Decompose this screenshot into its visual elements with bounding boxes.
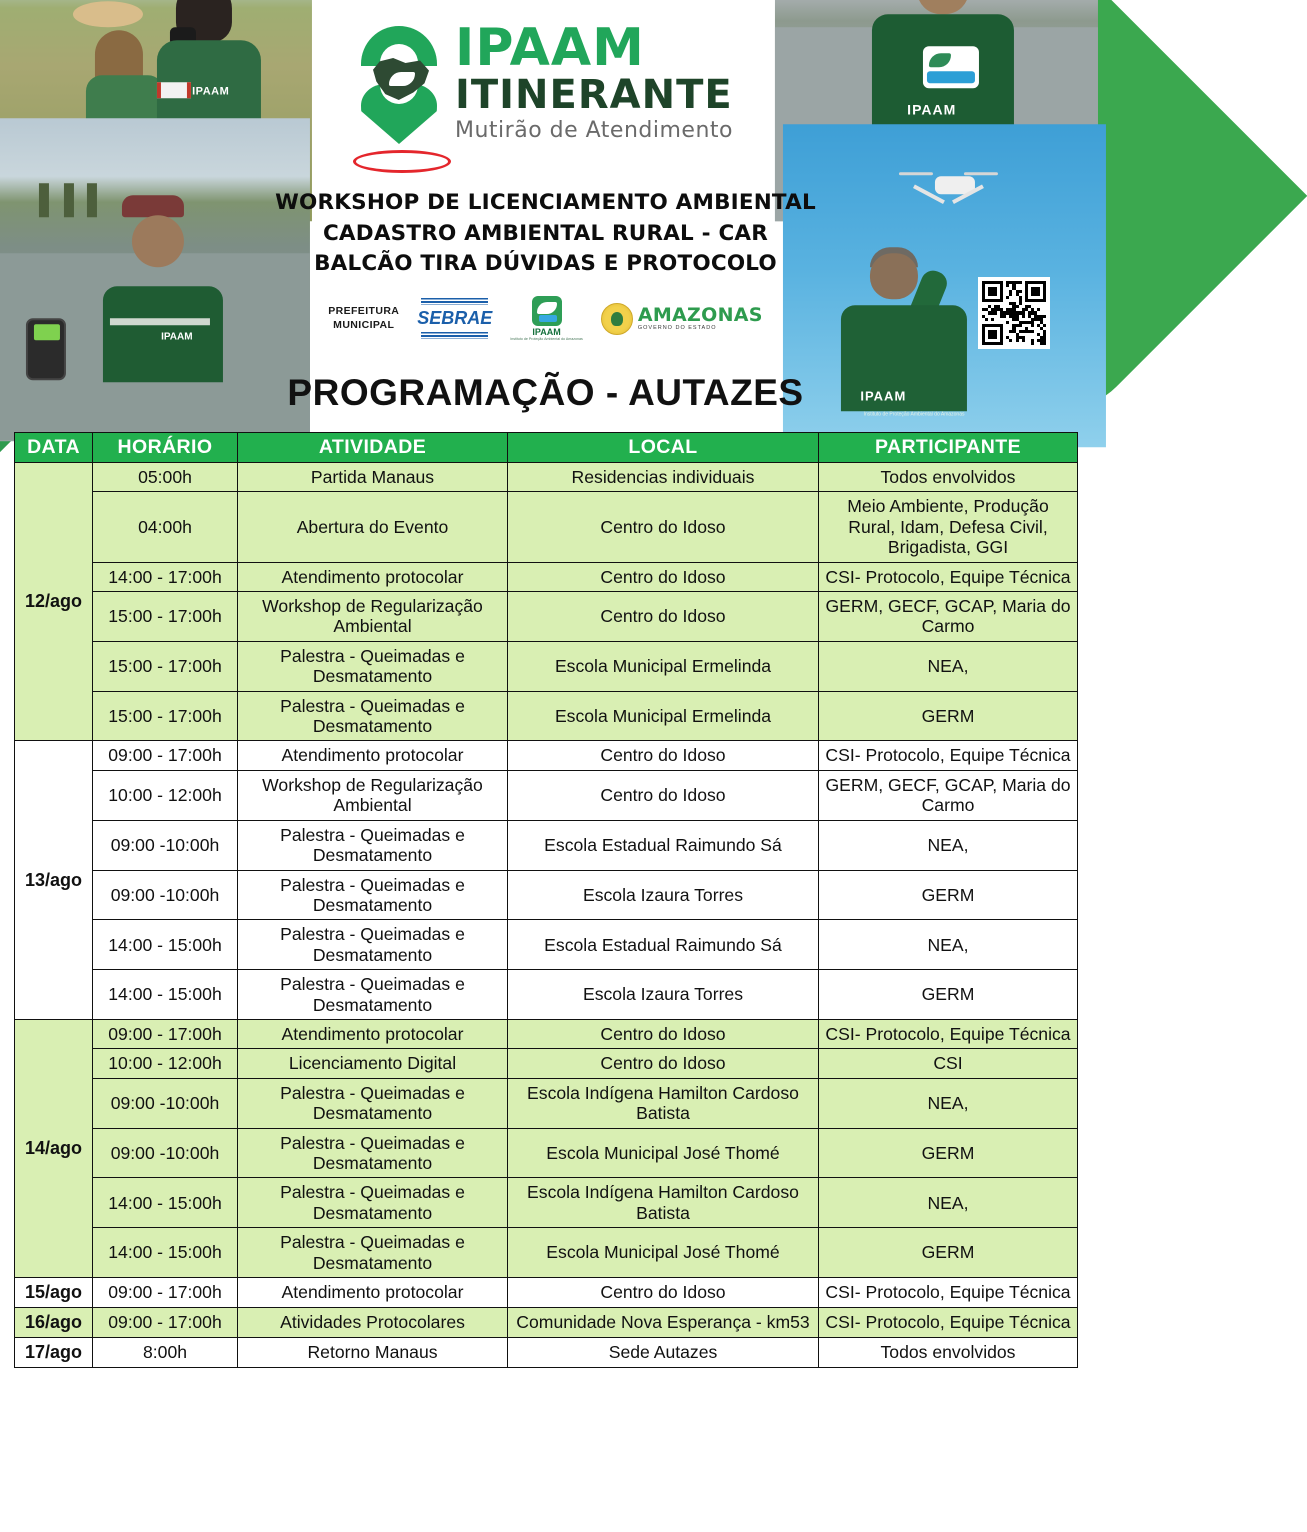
row-date-cell: 12/ago (15, 463, 93, 741)
row-place-cell: Centro do Idoso (508, 592, 819, 642)
ipaam-leaf-icon (532, 296, 562, 326)
amazonas-government-logo (601, 303, 763, 335)
table-row (15, 1307, 1078, 1337)
table-row (15, 1178, 1078, 1228)
row-activity-cell: Atendimento protocolar (238, 741, 508, 770)
row-time-cell: 14:00 - 17:00h (93, 562, 238, 591)
row-participant-cell: CSI- Protocolo, Equipe Técnica (819, 1019, 1078, 1048)
table-header-row (15, 433, 1078, 463)
photo1-shirt-label: IPAAM (191, 85, 229, 98)
row-activity-cell: Workshop de Regularização Ambiental (238, 770, 508, 820)
amazonas-crest-icon (601, 303, 633, 335)
row-participant-cell: GERM (819, 870, 1078, 920)
row-time-cell: 15:00 - 17:00h (93, 592, 238, 642)
row-place-cell: Escola Izaura Torres (508, 970, 819, 1020)
row-time-cell: 04:00h (93, 492, 238, 562)
row-place-cell: Comunidade Nova Esperança - km53 (508, 1307, 819, 1337)
table-row (15, 770, 1078, 820)
row-activity-cell: Licenciamento Digital (238, 1049, 508, 1078)
row-activity-cell: Palestra - Queimadas e Desmatamento (238, 1178, 508, 1228)
row-time-cell: 09:00 -10:00h (93, 820, 238, 870)
row-participant-cell: GERM (819, 1228, 1078, 1278)
ipaam-partner-logo (510, 296, 583, 341)
row-activity-cell: Palestra - Queimadas e Desmatamento (238, 691, 508, 741)
schedule-table-wrapper (14, 432, 1077, 1368)
row-date-cell: 13/ago (15, 741, 93, 1019)
table-row (15, 641, 1078, 691)
amazonas-name: AMAZONAS (637, 303, 763, 326)
prefeitura-line-1: PREFEITURA (328, 305, 400, 318)
row-time-cell: 14:00 - 15:00h (93, 1178, 238, 1228)
table-row (15, 1278, 1078, 1308)
table-row (15, 592, 1078, 642)
row-time-cell: 8:00h (93, 1337, 238, 1367)
column-header-atividade: ATIVIDADE (238, 433, 508, 463)
headline-line-2: CADASTRO AMBIENTAL RURAL - CAR (322, 220, 769, 246)
row-participant-cell: GERM (819, 1128, 1078, 1178)
table-row (15, 1337, 1078, 1367)
logo-tagline: Mutirão de Atendimento (455, 117, 733, 143)
table-row (15, 1078, 1078, 1128)
partner-logos (0, 296, 1091, 341)
row-time-cell: 14:00 - 15:00h (93, 920, 238, 970)
row-activity-cell: Palestra - Queimadas e Desmatamento (238, 641, 508, 691)
row-participant-cell: CSI- Protocolo, Equipe Técnica (819, 562, 1078, 591)
photo4-shirt-label: IPAAM (859, 388, 906, 404)
row-place-cell: Escola Municipal José Thomé (508, 1128, 819, 1178)
row-date-cell: 15/ago (15, 1278, 93, 1308)
row-place-cell: Centro do Idoso (508, 770, 819, 820)
row-place-cell: Centro do Idoso (508, 562, 819, 591)
table-body (15, 463, 1078, 1368)
row-place-cell: Centro do Idoso (508, 741, 819, 770)
row-place-cell: Escola Municipal Ermelinda (508, 641, 819, 691)
row-place-cell: Residencias individuais (508, 463, 819, 492)
column-header-horario: HORÁRIO (93, 433, 238, 463)
table-row (15, 1019, 1078, 1048)
headline-line-1: WORKSHOP DE LICENCIAMENTO AMBIENTAL (275, 190, 816, 215)
table-row (15, 1128, 1078, 1178)
table-row (15, 562, 1078, 591)
row-time-cell: 14:00 - 15:00h (93, 970, 238, 1020)
photo2-shirt-label: IPAAM (160, 331, 192, 343)
row-participant-cell: GERM (819, 970, 1078, 1020)
row-participant-cell: NEA, (819, 920, 1078, 970)
schedule-table (14, 432, 1078, 1368)
row-participant-cell: CSI- Protocolo, Equipe Técnica (819, 1307, 1078, 1337)
row-place-cell: Escola Municipal Ermelinda (508, 691, 819, 741)
row-participant-cell: NEA, (819, 641, 1078, 691)
table-row (15, 1049, 1078, 1078)
row-participant-cell: Todos envolvidos (819, 1337, 1078, 1367)
column-header-participante: PARTICIPANTE (819, 433, 1078, 463)
row-date-cell: 17/ago (15, 1337, 93, 1367)
row-participant-cell: Meio Ambiente, Produção Rural, Idam, Defesa Civil, Brigadista, GGI (819, 492, 1078, 562)
row-activity-cell: Atendimento protocolar (238, 1278, 508, 1308)
row-place-cell: Centro do Idoso (508, 1019, 819, 1048)
row-activity-cell: Atendimento protocolar (238, 1019, 508, 1048)
row-time-cell: 10:00 - 12:00h (93, 1049, 238, 1078)
row-participant-cell: NEA, (819, 820, 1078, 870)
row-time-cell: 09:00 - 17:00h (93, 741, 238, 770)
row-participant-cell: GERM (819, 691, 1078, 741)
table-row (15, 870, 1078, 920)
row-participant-cell: NEA, (819, 1178, 1078, 1228)
ipaam-partner-sub: Instituto de Proteção Ambiental do Amazonas (510, 337, 583, 341)
ipaam-partner-name: IPAAM (532, 327, 561, 337)
event-headline (0, 188, 1091, 280)
ipaam-emblem (923, 47, 979, 89)
table-row (15, 820, 1078, 870)
row-activity-cell: Retorno Manaus (238, 1337, 508, 1367)
table-row (15, 492, 1078, 562)
column-header-data: DATA (15, 433, 93, 463)
row-activity-cell: Palestra - Queimadas e Desmatamento (238, 820, 508, 870)
row-participant-cell: GERM, GECF, GCAP, Maria do Carmo (819, 592, 1078, 642)
photo4-shirt-sublabel: Instituto de Proteção Ambiental do Amazonas (862, 411, 964, 418)
row-participant-cell: GERM, GECF, GCAP, Maria do Carmo (819, 770, 1078, 820)
column-header-local: LOCAL (508, 433, 819, 463)
row-activity-cell: Atendimento protocolar (238, 562, 508, 591)
row-time-cell: 09:00 -10:00h (93, 870, 238, 920)
row-participant-cell: CSI (819, 1049, 1078, 1078)
row-time-cell: 05:00h (93, 463, 238, 492)
row-activity-cell: Palestra - Queimadas e Desmatamento (238, 920, 508, 970)
row-activity-cell: Abertura do Evento (238, 492, 508, 562)
row-activity-cell: Palestra - Queimadas e Desmatamento (238, 970, 508, 1020)
row-place-cell: Escola Estadual Raimundo Sá (508, 920, 819, 970)
row-activity-cell: Partida Manaus (238, 463, 508, 492)
logo-line-ipaam: IPAAM (455, 18, 645, 78)
straw-hat (72, 1, 142, 27)
row-activity-cell: Palestra - Queimadas e Desmatamento (238, 1078, 508, 1128)
row-date-cell: 16/ago (15, 1307, 93, 1337)
row-time-cell: 09:00 - 17:00h (93, 1307, 238, 1337)
row-place-cell: Escola Municipal José Thomé (508, 1228, 819, 1278)
table-row (15, 463, 1078, 492)
table-row (15, 741, 1078, 770)
row-place-cell: Centro do Idoso (508, 1049, 819, 1078)
row-activity-cell: Palestra - Queimadas e Desmatamento (238, 1128, 508, 1178)
table-row (15, 691, 1078, 741)
row-place-cell: Centro do Idoso (508, 1278, 819, 1308)
row-time-cell: 15:00 - 17:00h (93, 641, 238, 691)
row-place-cell: Escola Indígena Hamilton Cardoso Batista (508, 1178, 819, 1228)
row-time-cell: 10:00 - 12:00h (93, 770, 238, 820)
table-row (15, 1228, 1078, 1278)
row-activity-cell: Workshop de Regularização Ambiental (238, 592, 508, 642)
prefeitura-municipal-logo (328, 305, 399, 331)
row-time-cell: 09:00 - 17:00h (93, 1019, 238, 1048)
amazonas-sub: GOVERNO DO ESTADO (637, 324, 717, 331)
row-place-cell: Centro do Idoso (508, 492, 819, 562)
row-place-cell: Sede Autazes (508, 1337, 819, 1367)
row-activity-cell: Palestra - Queimadas e Desmatamento (238, 1228, 508, 1278)
headline-line-3: BALCÃO TIRA DÚVIDAS E PROTOCOLO (314, 251, 777, 277)
row-place-cell: Escola Izaura Torres (508, 870, 819, 920)
prefeitura-line-2: MUNICIPAL (333, 318, 395, 331)
photo3-shirt-label: IPAAM (906, 101, 956, 118)
row-time-cell: 09:00 -10:00h (93, 1078, 238, 1128)
brazil-patch (156, 82, 190, 98)
row-activity-cell: Palestra - Queimadas e Desmatamento (238, 870, 508, 920)
page-title: PROGRAMAÇÃO - AUTAZES (287, 372, 804, 413)
table-row (15, 920, 1078, 970)
row-place-cell: Escola Estadual Raimundo Sá (508, 820, 819, 870)
row-activity-cell: Atividades Protocolares (238, 1307, 508, 1337)
logo-line-itinerante: ITINERANTE (455, 71, 733, 118)
row-participant-cell: Todos envolvidos (819, 463, 1078, 492)
row-time-cell: 15:00 - 17:00h (93, 691, 238, 741)
row-participant-cell: CSI- Protocolo, Equipe Técnica (819, 741, 1078, 770)
row-time-cell: 09:00 -10:00h (93, 1128, 238, 1178)
row-date-cell: 14/ago (15, 1019, 93, 1277)
row-time-cell: 09:00 - 17:00h (93, 1278, 238, 1308)
row-participant-cell: NEA, (819, 1078, 1078, 1128)
row-participant-cell: CSI- Protocolo, Equipe Técnica (819, 1278, 1078, 1308)
sebrae-logo: SEBRAE (417, 303, 492, 334)
target-ellipse-icon (353, 150, 451, 173)
row-place-cell: Escola Indígena Hamilton Cardoso Batista (508, 1078, 819, 1128)
location-pin-logo-icon (353, 26, 445, 166)
row-time-cell: 14:00 - 15:00h (93, 1228, 238, 1278)
table-row (15, 970, 1078, 1020)
